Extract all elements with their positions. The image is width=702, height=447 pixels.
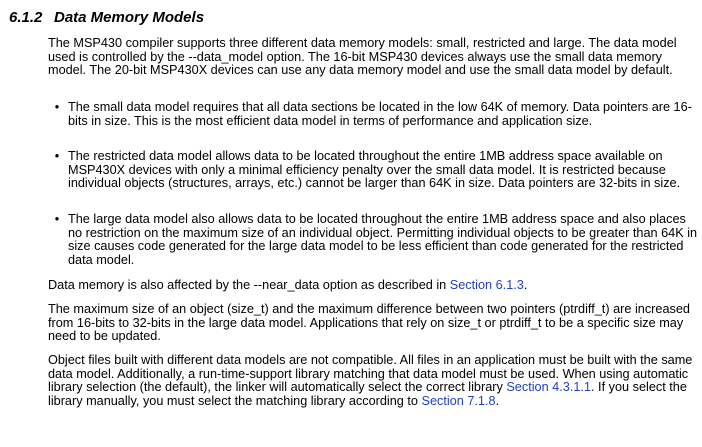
section-7-1-8-link[interactable]: Section 7.1.8 <box>421 393 496 408</box>
section-title: Data Memory Models <box>54 9 205 26</box>
bullet-text: The large data model also allows data to be located throughout the entire 1MB address space and also places no restriction on the maximum size of an individual object. Permitting individual objects to be greater than 64K in size causes code generated for the large data model to be less efficient than code generated for the restricted data model. <box>68 212 698 267</box>
section-number: 6.1.2 <box>9 9 43 26</box>
intro-paragraph: The MSP430 compiler supports three different data memory models: small, restricted and large. The data model used is controlled by the --data_model option. The 16-bit MSP430 devices always use the small data memory model. The 20-bit MSP430X devices can use any data memory model and use the small data model by default. <box>48 36 677 78</box>
size-t-paragraph: The maximum size of an object (size_t) and the maximum difference between two pointers (ptrdiff_t) are increased from 16-bits to 32-bits in the large data model. Applications that rely on size_t or ptrdiff_t to be a specific size may need to be updated. <box>48 302 690 344</box>
section-6-1-3-link[interactable]: Section 6.1.3 <box>449 278 524 292</box>
near-data-paragraph <box>48 279 698 293</box>
section-heading <box>9 8 204 28</box>
bullet-text: The restricted data model allows data to be located throughout the entire 1MB address space available on MSP430X devices with only a minimal efficiency penalty over the small data model. It is restricted because individual objects (structures, arrays, etc.) cannot be larger than 64K in size. Data pointers are 32-bits in size. <box>68 149 681 191</box>
bullet-marker: • <box>54 149 60 163</box>
object-files-end: . <box>495 393 500 408</box>
object-files-text: Object files built with different data models are not compatible. All files in an application must be built with the same data model. Additionally, a run-time-support library matching that data model must be used. When using automatic library selection (the default), the linker will automatically select the correct library <box>48 353 693 395</box>
bullet-text: The small data model requires that all data sections be located in the low 64K of memory. Data pointers are 16-bits in size. This is the most efficient data model in terms of performance and application size. <box>68 100 692 128</box>
object-files-middle: . If you select the library manually, you must select the matching library according to <box>48 380 687 408</box>
near-data-text: Data memory is also affected by the --near_data option as described in <box>48 278 450 292</box>
object-files-paragraph <box>48 354 698 408</box>
bullet-marker: • <box>54 212 60 226</box>
near-data-end: . <box>523 278 528 292</box>
section-4-3-1-1-link[interactable]: Section 4.3.1.1 <box>506 380 591 395</box>
bullet-marker: • <box>54 100 60 114</box>
